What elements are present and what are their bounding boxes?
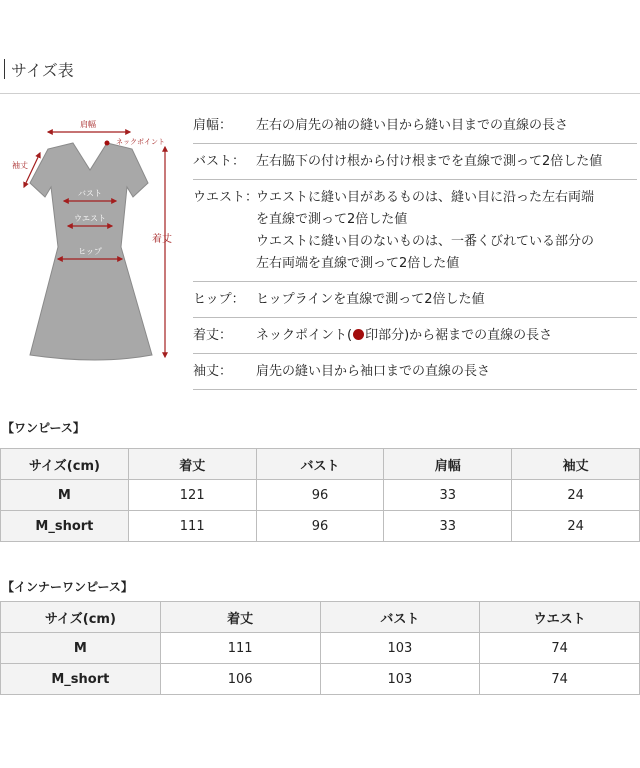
table-header-cell: サイズ(cm)	[1, 449, 129, 480]
table-header-cell: バスト	[256, 449, 384, 480]
table-row	[1, 664, 640, 695]
table-row-header: M	[1, 633, 161, 664]
page-title-text: サイズ表	[11, 60, 74, 80]
table-header-row	[1, 602, 640, 633]
red-dot-icon	[353, 329, 364, 340]
definition-row-waist	[193, 180, 637, 282]
definition-desc	[256, 187, 637, 275]
definition-row-hip	[193, 282, 637, 318]
measurement-definitions	[193, 108, 637, 390]
definition-row-length	[193, 318, 637, 354]
table-cell: 24	[512, 511, 640, 542]
table-cell: 24	[512, 480, 640, 511]
table-cell: 103	[320, 664, 480, 695]
page-title	[4, 57, 74, 81]
definition-row-shoulder	[193, 108, 637, 144]
table-cell: 121	[128, 480, 256, 511]
definition-line: ウエストに縫い目のないものは、一番くびれている部分の	[256, 234, 595, 249]
table-cell: 106	[160, 664, 320, 695]
definition-term: 着丈：	[193, 328, 233, 343]
neck-point-marker	[105, 141, 110, 146]
table-row	[1, 480, 640, 511]
definition-term: ヒップ：	[193, 292, 245, 307]
definition-term: ウエスト：	[193, 190, 259, 205]
definition-desc	[256, 325, 637, 347]
table-header-cell: バスト	[320, 602, 480, 633]
table-row	[1, 511, 640, 542]
table-cell: 96	[256, 511, 384, 542]
definition-row-bust	[193, 144, 637, 180]
diagram-label-shoulder: 肩幅	[80, 120, 96, 129]
definition-line: を直線で測って2倍した値	[256, 212, 408, 227]
definition-line: 肩先の縫い目から袖口までの直線の長さ	[256, 364, 491, 379]
section-title-inner-onepiece: 【インナーワンピース】	[2, 580, 133, 594]
definition-line: 左右両端を直線で測って2倍した値	[256, 256, 460, 271]
measurement-diagram	[0, 105, 190, 375]
definition-line: 左右脇下の付け根から付け根までを直線で測って2倍した値	[256, 154, 603, 169]
table-cell: 103	[320, 633, 480, 664]
table-header-cell: 着丈	[128, 449, 256, 480]
table-header-cell: 着丈	[160, 602, 320, 633]
definition-line: 左右の肩先の袖の縫い目から縫い目までの直線の長さ	[256, 118, 569, 133]
definition-text-pre: ネックポイント(	[256, 328, 353, 343]
definition-desc	[256, 289, 637, 311]
table-row-header: M_short	[1, 664, 161, 695]
table-cell: 74	[480, 664, 640, 695]
table-cell: 96	[256, 480, 384, 511]
diagram-label-hip: ヒップ	[78, 247, 102, 256]
table-header-cell: ウエスト	[480, 602, 640, 633]
table-cell: 74	[480, 633, 640, 664]
definition-line: ヒップラインを直線で測って2倍した値	[256, 292, 485, 307]
table-cell: 111	[160, 633, 320, 664]
title-accent-bar	[4, 59, 5, 79]
diagram-label-neck-point: ネックポイント	[116, 138, 165, 146]
definition-text-post: 印部分)から裾までの直線の長さ	[365, 328, 553, 343]
definition-desc	[256, 361, 637, 383]
definition-row-sleeve	[193, 354, 637, 390]
table-cell: 33	[384, 480, 512, 511]
diagram-label-waist: ウエスト	[74, 214, 106, 223]
diagram-label-bust: バスト	[78, 189, 102, 198]
size-table-inner-onepiece	[0, 601, 640, 695]
table-header-cell: サイズ(cm)	[1, 602, 161, 633]
table-header-cell: 袖丈	[512, 449, 640, 480]
definition-term: 袖丈：	[193, 364, 233, 379]
size-table-onepiece	[0, 448, 640, 542]
definition-term: バスト：	[193, 154, 246, 169]
diagram-label-sleeve: 袖丈	[12, 161, 28, 170]
definition-desc	[256, 151, 637, 173]
definition-term: 肩幅：	[193, 118, 233, 133]
table-row-header: M_short	[1, 511, 129, 542]
table-cell: 33	[384, 511, 512, 542]
table-header-row	[1, 449, 640, 480]
definition-desc	[256, 115, 637, 137]
table-row	[1, 633, 640, 664]
title-divider	[0, 93, 640, 94]
diagram-label-length: 着丈	[152, 234, 172, 245]
table-row-header: M	[1, 480, 129, 511]
table-cell: 111	[128, 511, 256, 542]
table-header-cell: 肩幅	[384, 449, 512, 480]
section-title-onepiece: 【ワンピース】	[2, 421, 85, 435]
definition-line: ウエストに縫い目があるものは、縫い目に沿った左右両端	[256, 190, 595, 205]
